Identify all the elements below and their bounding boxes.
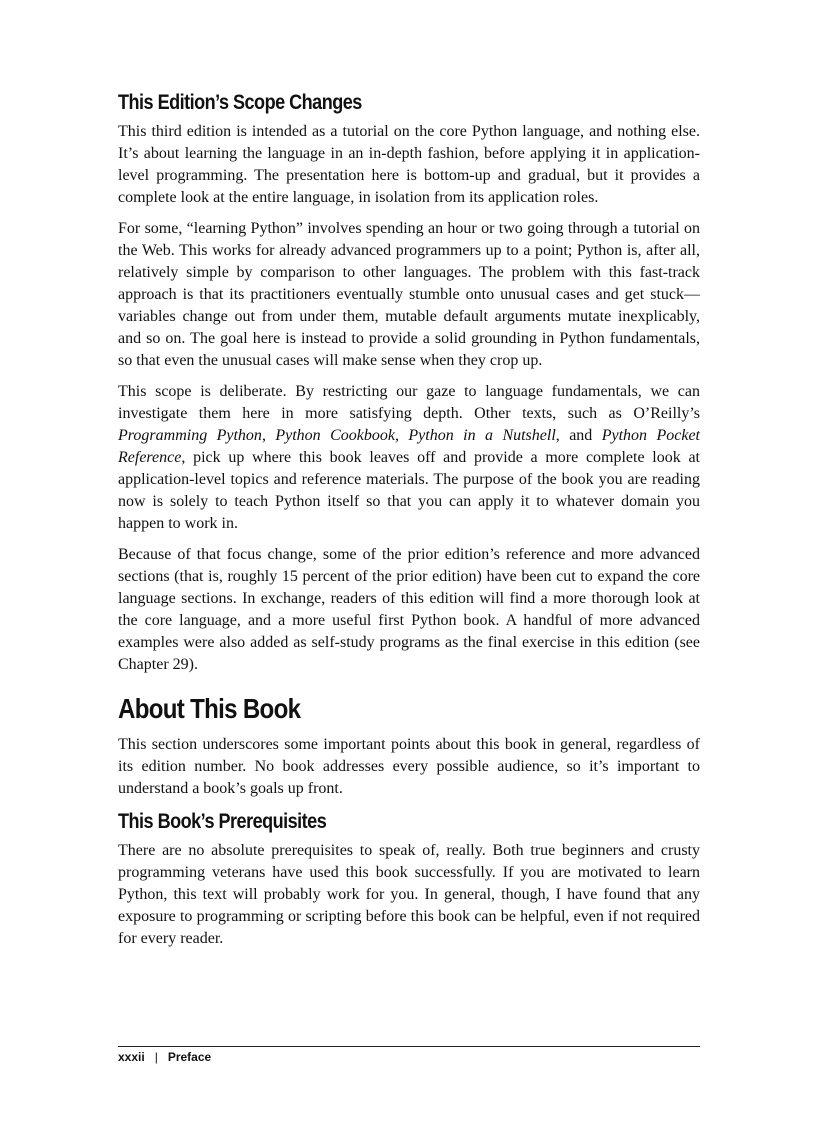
text-run: This scope is deliberate. By restricting our gaze to language fundamentals, we can investigate them here in more satisfying depth. Other texts, such as O’Reilly’s xyxy=(118,383,700,422)
page-content xyxy=(118,82,700,959)
text-run: , xyxy=(261,427,276,444)
paragraph-scope-deliberate xyxy=(118,381,700,535)
chapter-heading-about-this-book: About This Book xyxy=(118,693,301,724)
book-title-python-in-a-nutshell: Python in a Nutshell xyxy=(408,427,556,444)
page-number: xxxii xyxy=(118,1050,145,1064)
book-title-python-pocket-reference: Python Pocket Reference xyxy=(118,427,700,466)
text-run: , xyxy=(394,427,409,444)
section-heading-scope-changes: This Edition’s Scope Changes xyxy=(118,91,362,114)
paragraph-focus-change: Because of that focus change, some of the prior edition’s reference and more advanced sections (that is, roughly 15 percent of the prior edition) have been cut to expand the core language sections. In exchange, readers of this edition will find a more thorough look at the core language, and a more useful first Python book. A handful of more advanced examples were also added as self-study programs as the final exercise in this edition (see Chapter 29). xyxy=(118,546,700,673)
text-run: , pick up where this book leaves off and provide a more complete look at application-level topics and reference materials. The purpose of the book you are reading now is solely to teach Python itself so that you can apply it to whatever domain you happen to work in. xyxy=(118,449,700,532)
section-heading-prerequisites: This Book’s Prerequisites xyxy=(118,810,327,833)
paragraph-prerequisites: There are no absolute prerequisites to speak of, really. Both true beginners and crusty programming veterans have used this book successfully. If you are motivated to learn Python, this text will probably work for you. In general, though, I have found that any exposure to programming or scripting before this book can be helpful, even if not required for every reader. xyxy=(118,842,700,947)
footer-separator: | xyxy=(154,1050,158,1064)
paragraph-learning-python: For some, “learning Python” involves spending an hour or two going through a tutorial on the Web. This works for already advanced programmers up to a point; Python is, after all, relatively simple by comparison to other languages. The problem with this fast-track approach is that its practitioners eventually stumble onto unusual cases and get stuck—variables change out from under them, mutable default arguments mutate inexplicably, and so on. The goal here is instead to provide a solid grounding in Python fundamentals, so that even the unusual cases will make sense when they crop up. xyxy=(118,220,700,369)
paragraph-about-intro: This section underscores some important points about this book in general, regardless of its edition number. No book addresses every possible audience, so it’s important to understand a book’s goals up front. xyxy=(118,736,700,797)
book-title-python-cookbook: Python Cookbook xyxy=(275,427,395,444)
book-title-programming-python: Programming Python xyxy=(118,427,262,444)
paragraph-scope-intro: This third edition is intended as a tutorial on the core Python language, and nothing else. It’s about learning the language in an in-depth fashion, before applying it in application-level programming. The presentation here is bottom-up and gradual, but it provides a complete look at the entire language, in isolation from its application roles. xyxy=(118,123,700,206)
footer-section-name: Preface xyxy=(167,1050,212,1064)
page-footer xyxy=(118,1046,700,1064)
text-run: , and xyxy=(555,427,602,444)
